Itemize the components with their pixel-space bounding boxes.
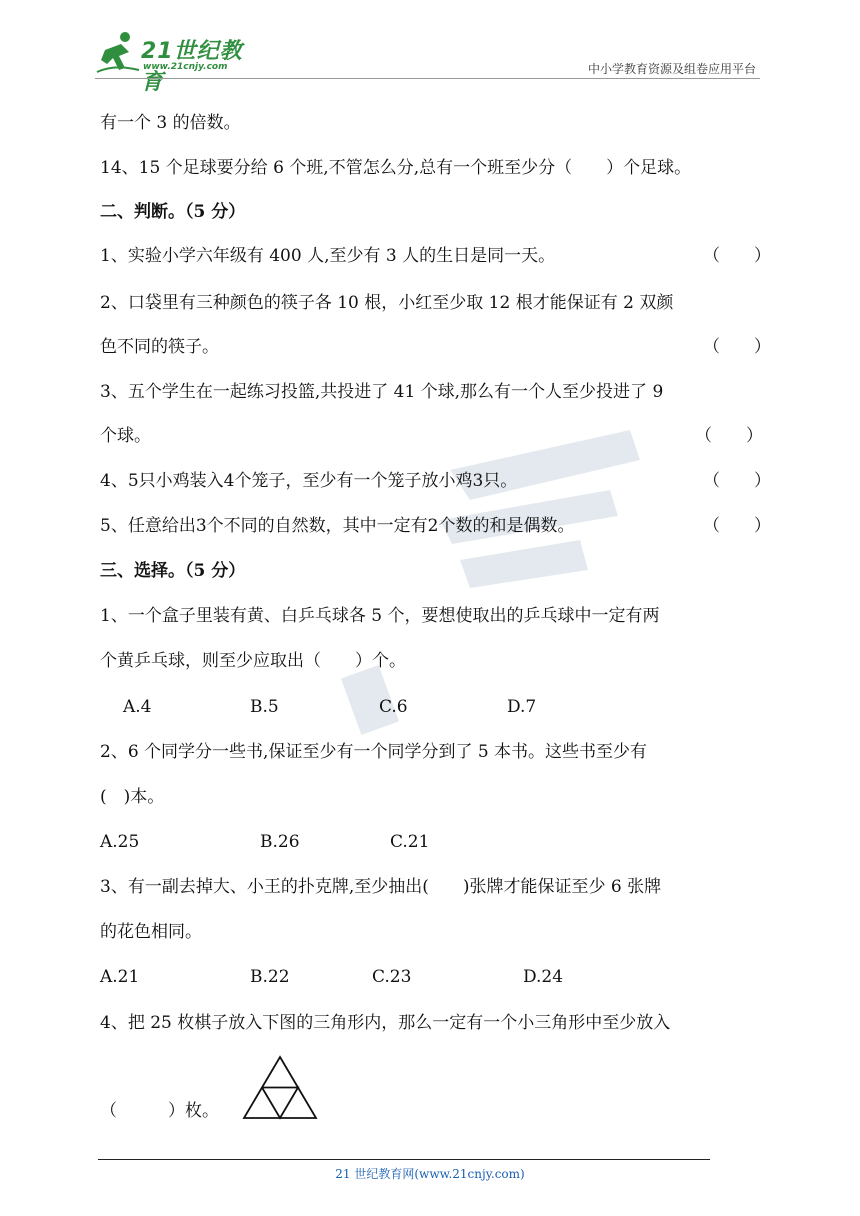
logo-url: www.21cnjy.com bbox=[143, 62, 228, 72]
choice-1-line1: 1、一个盒子里装有黄、白乒乓球各 5 个，要想使取出的乒乓球中一定有两 bbox=[100, 606, 660, 626]
logo-text: 21世纪教育 bbox=[141, 39, 243, 95]
choice-1-line2: 个黄乒乓球，则至少应取出（ ）个。 bbox=[100, 651, 406, 671]
judge-2-line2: 色不同的筷子。 bbox=[100, 337, 219, 357]
choice-2-option-a: A.25 bbox=[100, 832, 140, 852]
choice-3-line2: 的花色相同。 bbox=[100, 922, 202, 942]
choice-2-line1: 2、6 个同学分一些书,保证至少有一个同学分到了 5 本书。这些书至少有 bbox=[100, 742, 648, 762]
judge-1-answer: （ ） bbox=[703, 246, 771, 266]
choice-2-option-b: B.26 bbox=[260, 832, 300, 852]
header-platform-text: 中小学教育资源及组卷应用平台 bbox=[587, 62, 756, 76]
judge-3-line1: 3、五个学生在一起练习投篮,共投进了 41 个球,那么有一个人至少投进了 9 bbox=[100, 382, 664, 402]
page-header bbox=[95, 30, 760, 95]
text-line: 有一个 3 的倍数。 bbox=[100, 113, 241, 133]
judge-5: 5、任意给出3个不同的自然数，其中一定有2个数的和是偶数。 bbox=[100, 516, 575, 536]
choice-1-option-d: D.7 bbox=[507, 697, 537, 717]
header-divider bbox=[95, 78, 760, 79]
runner-logo-icon bbox=[95, 30, 141, 76]
choice-3-option-a: A.21 bbox=[100, 967, 140, 987]
choice-4-line2: （ ）枚。 bbox=[100, 1101, 219, 1121]
choice-2-option-c: C.21 bbox=[390, 832, 430, 852]
choice-3-option-c: C.23 bbox=[372, 967, 412, 987]
logo bbox=[95, 30, 265, 95]
choice-1-option-b: B.5 bbox=[250, 697, 279, 717]
judge-3-line2: 个球。 bbox=[100, 426, 151, 446]
choice-2-line2: ( )本。 bbox=[100, 787, 165, 807]
judge-2-answer: （ ） bbox=[703, 337, 771, 357]
judge-2-line1: 2、口袋里有三种颜色的筷子各 10 根，小红至少取 12 根才能保证有 2 双颜 bbox=[100, 293, 674, 313]
choice-1-option-c: C.6 bbox=[379, 697, 408, 717]
triangle-figure-icon bbox=[240, 1055, 320, 1121]
choice-4-line1: 4、把 25 枚棋子放入下图的三角形内，那么一定有一个小三角形中至少放入 bbox=[100, 1013, 671, 1033]
judge-5-answer: （ ） bbox=[703, 516, 771, 536]
choice-3-option-b: B.22 bbox=[250, 967, 290, 987]
question-14: 14、15 个足球要分给 6 个班,不管怎么分,总有一个班至少分（ ）个足球。 bbox=[100, 158, 692, 178]
footer-divider bbox=[98, 1159, 710, 1160]
choice-3-line1: 3、有一副去掉大、小王的扑克牌,至少抽出( )张牌才能保证至少 6 张牌 bbox=[100, 877, 662, 897]
choice-1-option-a: A.4 bbox=[123, 697, 152, 717]
judge-4-answer: （ ） bbox=[703, 471, 771, 491]
section-title-choice: 三、选择。（5 分） bbox=[100, 561, 246, 581]
choice-3-option-d: D.24 bbox=[523, 967, 564, 987]
judge-3-answer: （ ） bbox=[695, 426, 763, 446]
judge-1: 1、实验小学六年级有 400 人,至少有 3 人的生日是同一天。 bbox=[100, 246, 556, 266]
footer-text: 21 世纪教育网(www.21cnjy.com) bbox=[335, 1167, 525, 1181]
judge-4: 4、5只小鸡装入4个笼子，至少有一个笼子放小鸡3只。 bbox=[100, 471, 518, 491]
section-title-judge: 二、判断。（5 分） bbox=[100, 202, 246, 222]
